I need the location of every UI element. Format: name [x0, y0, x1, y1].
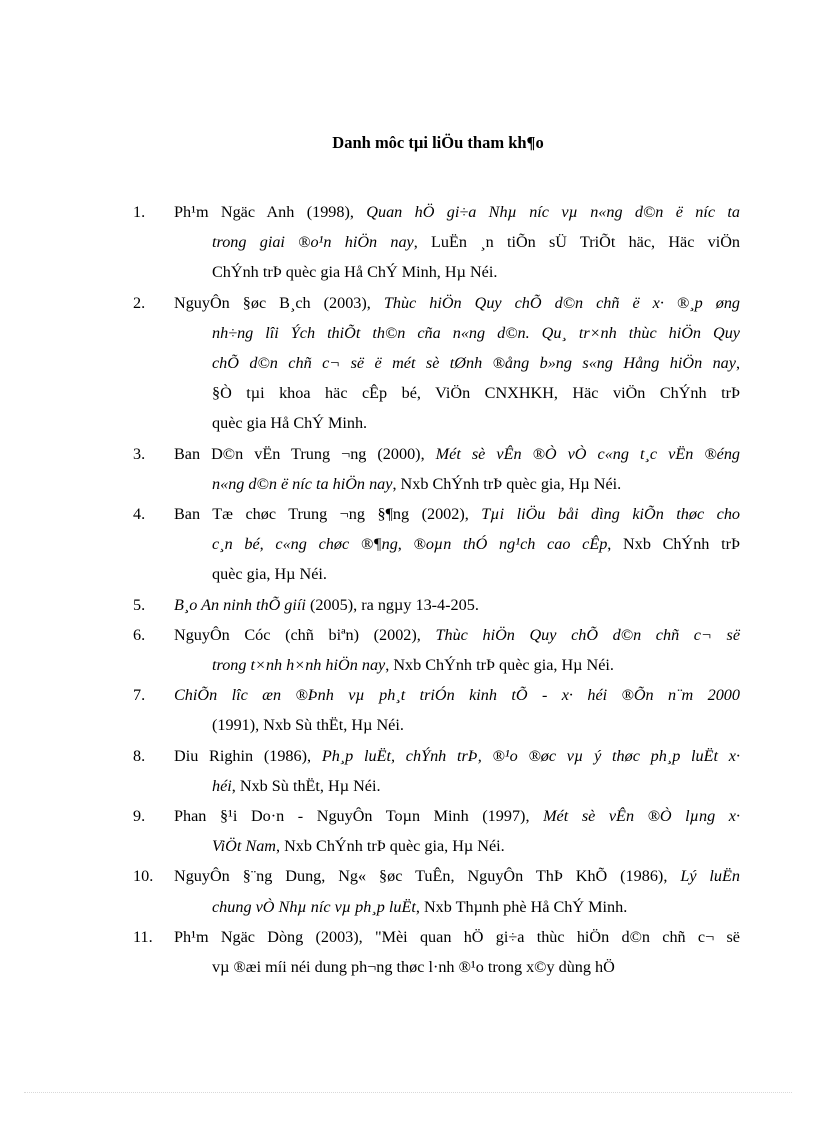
- reference-text-segment: NguyÔn Cóc (chñ biªn) (2002),: [174, 625, 436, 644]
- reference-item: [0, 499, 816, 590]
- reference-line: [174, 257, 740, 287]
- reference-text-segment: (2005), ra ngµy 13-4-205.: [305, 595, 479, 614]
- reference-text-segment: , LuËn ¸n tiÕn sÜ TriÕt häc, Häc viÖn: [413, 233, 741, 252]
- reference-item: [0, 680, 816, 740]
- reference-title-segment: Quan hÖ gi÷a Nhµ níc vµ n«ng d©n ë níc ta: [366, 203, 740, 221]
- reference-title-segment: B¸o An ninh thÕ giíi: [174, 595, 306, 614]
- reference-line: [174, 348, 740, 378]
- reference-item: [0, 197, 816, 288]
- reference-item: [0, 439, 816, 499]
- reference-text-segment: Ph¹m Ngäc Anh (1998),: [174, 203, 367, 221]
- reference-line: [174, 620, 740, 650]
- reference-number: 9.: [133, 807, 146, 826]
- reference-line: [174, 801, 740, 831]
- reference-item: [0, 620, 816, 680]
- reference-text-segment: Phan §¹i Do·n - NguyÔn Toµn Minh (1997),: [174, 807, 544, 826]
- reference-text-segment: quèc gia, Hµ Néi.: [212, 565, 327, 584]
- reference-line: [174, 197, 740, 227]
- reference-line: [174, 922, 740, 952]
- reference-number: 2.: [133, 293, 146, 312]
- reference-text-segment: NguyÔn §øc B¸ch (2003),: [174, 293, 384, 312]
- reference-line: [174, 408, 740, 438]
- reference-text: [174, 620, 740, 680]
- reference-text: [174, 499, 740, 590]
- reference-text-segment: Ban Tæ chøc Trung ¬ng §¶ng (2002),: [174, 505, 482, 524]
- reference-text-segment: , Nxb Sù thËt, Hµ Néi.: [231, 776, 381, 795]
- page-title: Danh môc tµi liÖu tham kh¶o: [332, 133, 544, 152]
- reference-line: [174, 952, 740, 982]
- reference-line: [174, 861, 740, 891]
- reference-number: 5.: [133, 595, 146, 614]
- reference-line: [174, 680, 740, 710]
- reference-line: [174, 650, 740, 680]
- reference-line: [174, 529, 740, 559]
- reference-number: 11.: [133, 927, 153, 946]
- reference-text: [174, 680, 740, 740]
- reference-text-segment: ChÝnh trÞ quèc gia Hå ChÝ Minh, Hµ Néi.: [212, 263, 498, 282]
- reference-title-segment: c¸n bé, c«ng chøc ®¶ng, ®oµn thÓ ng¹ch cao cÊp: [212, 535, 608, 554]
- reference-number: 1.: [133, 203, 146, 221]
- reference-title-segment: Mét sè vÊn ®Ò vÒ c«ng t¸c vËn ®éng: [435, 444, 741, 463]
- reference-text: [174, 197, 740, 288]
- reference-text-segment: vµ ®æi míi néi dung ph¬ng thøc l·nh ®¹o trong x©y dùng hÖ: [212, 958, 615, 977]
- reference-title-segment: ViÖt Nam: [212, 837, 276, 856]
- reference-title-segment: Tµi liÖu båi dìng kiÕn thøc cho: [481, 505, 741, 524]
- reference-title-segment: héi: [212, 776, 232, 795]
- reference-text-segment: Ph¹m Ngäc Dòng (2003), "Mèi quan hÖ gi÷a thùc hiÖn d©n chñ c¬ së: [174, 927, 740, 946]
- reference-item: [0, 741, 816, 801]
- reference-text-segment: , Nxb ChÝnh trÞ quèc gia, Hµ Néi.: [392, 474, 622, 493]
- reference-line: [174, 590, 740, 620]
- reference-line: [174, 378, 740, 408]
- reference-text: [174, 922, 740, 982]
- reference-number: 4.: [133, 505, 146, 524]
- reference-item: [0, 922, 816, 982]
- reference-line: [174, 831, 740, 861]
- reference-title-segment: Thùc hiÖn Quy chÕ d©n chñ ë x· ®¸p øng: [383, 293, 741, 312]
- page-footer-divider: [24, 1092, 792, 1093]
- reference-item: [0, 861, 816, 921]
- reference-text: [174, 288, 740, 439]
- reference-title-segment: chung vÒ Nhµ níc vµ ph¸p luËt: [212, 897, 416, 916]
- reference-number: 10.: [133, 867, 154, 886]
- reference-text-segment: NguyÔn §¨ng Dung, Ng« §øc TuÊn, NguyÔn ThÞ KhÕ (1986),: [174, 867, 681, 886]
- reference-number: 3.: [133, 444, 146, 463]
- reference-title-segment: Ph¸p luËt, chÝnh trÞ, ®¹o ®øc vµ ý thøc ph¸p luËt x·: [321, 746, 740, 765]
- reference-title-segment: chÕ d©n chñ c¬ së ë mét sè tØnh ®ång b»ng s«ng Hång hiÖn nay: [212, 354, 736, 373]
- reference-text-segment: , Nxb Thµnh phè Hå ChÝ Minh.: [415, 897, 628, 916]
- reference-title-segment: trong t×nh h×nh hiÖn nay: [212, 656, 386, 675]
- reference-title-segment: Thùc hiÖn Quy chÕ d©n chñ c¬ së: [435, 625, 741, 644]
- reference-text-segment: §Ò tµi khoa häc cÊp bé, ViÖn CNXHKH, Häc viÖn ChÝnh trÞ: [212, 384, 740, 403]
- reference-number: 7.: [133, 686, 146, 705]
- reference-line: [174, 741, 740, 771]
- reference-line: [174, 892, 740, 922]
- reference-line: [174, 227, 740, 257]
- reference-line: [174, 559, 740, 589]
- reference-title-segment: ChiÕn lîc æn ®Þnh vµ ph¸t triÓn kinh tÕ - x· héi ®Õn n¨m 2000: [174, 686, 740, 705]
- reference-text-segment: , Nxb ChÝnh trÞ quèc gia, Hµ Néi.: [385, 656, 614, 675]
- reference-line: [174, 318, 740, 348]
- reference-line: [174, 469, 740, 499]
- reference-title-segment: Mét sè vÊn ®Ò lµng x·: [543, 807, 740, 826]
- reference-list: [0, 197, 816, 982]
- reference-title-segment: n«ng d©n ë níc ta hiÖn nay: [212, 474, 393, 493]
- reference-text: [174, 590, 740, 620]
- reference-text-segment: Diu Righin (1986),: [174, 746, 322, 765]
- reference-text-segment: Ban D©n vËn Trung ¬ng (2000),: [174, 444, 436, 463]
- reference-line: [174, 288, 740, 318]
- reference-text: [174, 741, 740, 801]
- reference-text: [174, 861, 740, 921]
- reference-title-segment: trong giai ®o¹n hiÖn nay: [212, 233, 414, 252]
- reference-number: 8.: [133, 746, 146, 765]
- reference-line: [174, 710, 740, 740]
- reference-title-segment: Lý luËn: [680, 867, 741, 886]
- reference-text-segment: , Nxb ChÝnh trÞ: [607, 535, 740, 554]
- reference-number: 6.: [133, 625, 146, 644]
- reference-text: [174, 439, 740, 499]
- reference-title-segment: nh÷ng lîi Ých thiÕt th©n cña n«ng d©n. Qu¸ tr×nh thùc hiÖn Quy: [212, 323, 740, 342]
- reference-line: [174, 439, 740, 469]
- reference-line: [174, 499, 740, 529]
- reference-text-segment: ,: [735, 354, 740, 373]
- reference-text-segment: quèc gia Hå ChÝ Minh.: [212, 414, 368, 433]
- reference-item: [0, 590, 816, 620]
- reference-text: [174, 801, 740, 861]
- reference-item: [0, 288, 816, 439]
- reference-text-segment: , Nxb ChÝnh trÞ quèc gia, Hµ Néi.: [276, 837, 505, 856]
- reference-line: [174, 771, 740, 801]
- reference-item: [0, 801, 816, 861]
- reference-text-segment: (1991), Nxb Sù thËt, Hµ Néi.: [212, 716, 404, 735]
